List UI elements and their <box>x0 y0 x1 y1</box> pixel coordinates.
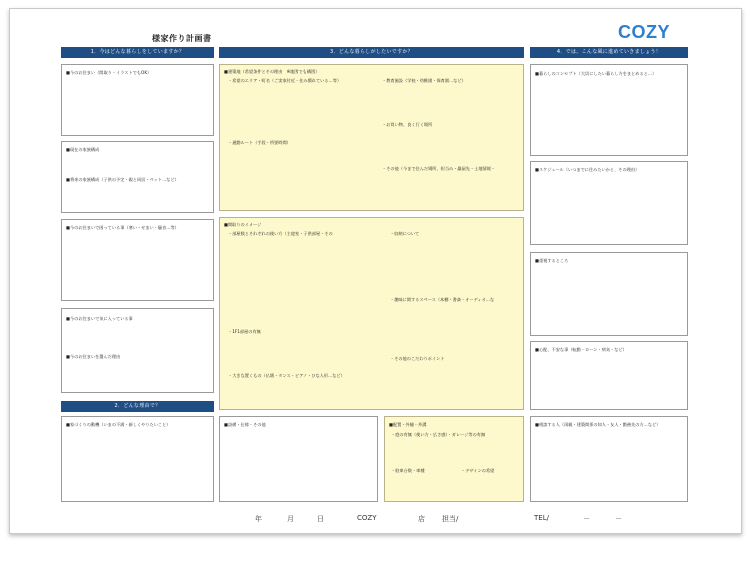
current-problems-box[interactable] <box>61 219 214 301</box>
footer-month: 月 <box>287 515 294 523</box>
footer-dash-2: － <box>615 515 622 523</box>
footer-dash-1: － <box>583 515 590 523</box>
family-structure-box[interactable] <box>61 141 214 213</box>
area-label: ・希望のエリア・町名（ご実家付近・住み慣れている…等） <box>228 78 342 83</box>
schedule-box[interactable] <box>530 161 688 245</box>
rooms-label: ・部屋数とそれぞれの使い方（主寝室・子供部屋・その <box>228 231 333 236</box>
storage-label: ・収納について <box>390 231 420 236</box>
current-home-box[interactable] <box>61 64 214 136</box>
priorities-label: ■重視するところ <box>535 258 569 263</box>
motivation-box[interactable] <box>61 416 214 502</box>
footer-tel: TEL/ <box>534 514 549 522</box>
page-title: 様家作り計画書 <box>152 34 212 43</box>
other-site-label: ・その他（今まで住んだ場所、担当み・贔屓先・土地情報・ <box>382 166 496 171</box>
section-header-desired-life: 3．どんな暮らしがしたいですか？ <box>219 47 524 58</box>
shopping-label: ・お買い物、良く行く場所 <box>382 122 433 127</box>
floor-plan-box[interactable] <box>219 217 524 410</box>
section-header-next-steps: 4．では、こんな風に進めていきましょう！ <box>530 47 688 58</box>
commute-label: ・通勤ルート（手段・所要時間） <box>228 140 291 145</box>
garden-garage-label: ・庭の有無（使い方・広さ感）・ガレージ等の有無 <box>391 432 486 437</box>
site-label: ■建築地（希望条件とその理由 ※地図でも構図） <box>224 69 320 74</box>
current-home-label: ■今のお住まい（間取り・イラストでもOK） <box>66 70 152 75</box>
chosen-reason-label: ■今のお住まいを選んだ理由 <box>66 354 121 359</box>
equipment-box[interactable] <box>219 416 378 502</box>
concerns-label: ■心配、不安な事（転勤・ローン・病気・など） <box>535 347 627 352</box>
exterior-label: ■配置・外観・外溝 <box>389 422 427 427</box>
footer-store: 店 <box>418 515 425 523</box>
concept-box[interactable] <box>530 64 688 156</box>
footer-year: 年 <box>255 515 262 523</box>
footer-day: 日 <box>317 515 324 523</box>
schedule-label: ■スケジュール（いつまでに住みたいかと、その理由） <box>535 167 640 172</box>
current-problems-label: ■今のお住まいで困っている事（寒い・せまい・騒音…等） <box>66 225 179 230</box>
floor-plan-label: ■間取りのイメージ <box>224 222 262 227</box>
site-conditions-box[interactable] <box>219 64 524 211</box>
concept-label: ■暮らしのコンセプト（大切にしたい暮らし方をまとめると…） <box>535 71 657 76</box>
section-header-current-life: 1．今はどんな暮らしをしていますか？ <box>61 47 214 58</box>
other-points-label: ・その他のこだわりポイント <box>390 356 445 361</box>
footer-staff: 担当/ <box>442 515 459 523</box>
advisors-box[interactable] <box>530 416 688 502</box>
school-label: ・教育施設（学校・幼稚園・保育園…など） <box>382 78 466 83</box>
likes-reasons-box[interactable] <box>61 308 214 393</box>
design-label: ・デザインの希望 <box>461 468 495 473</box>
hobby-space-label: ・趣味に関するスペース（本棚・書斎・オーディオ…な <box>390 297 495 302</box>
current-family-label: ■現在の家族構成 <box>66 147 100 152</box>
first-floor-room-label: ・1F1部屋の有無 <box>228 329 261 334</box>
concerns-box[interactable] <box>530 341 688 410</box>
current-likes-label: ■今のお住まいで気に入っている事 <box>66 316 133 321</box>
cozy-logo: COZY <box>618 22 671 42</box>
exterior-box[interactable] <box>384 416 524 502</box>
priorities-box[interactable] <box>530 252 688 336</box>
advisors-label: ■相談する人（両親・建築関係の知人・友人・勤務先の方…など） <box>535 422 661 427</box>
future-family-label: ■将来の家族構成（子供の予定・親と同居・ペット…など） <box>66 177 179 182</box>
footer-company: COZY <box>357 514 377 522</box>
equipment-label: ■設備・仕様・その他 <box>224 422 266 427</box>
section-header-reason: 2．どんな理由で？ <box>61 401 214 412</box>
large-items-label: ・大きな置くもの（仏壇・タンス・ピアノ・ひな人形…など） <box>228 373 345 378</box>
motivation-label: ■家づくりの動機（いまの不満・新しくやりたいこと） <box>66 422 171 427</box>
parking-label: ・駐車台数・車種 <box>391 468 425 473</box>
